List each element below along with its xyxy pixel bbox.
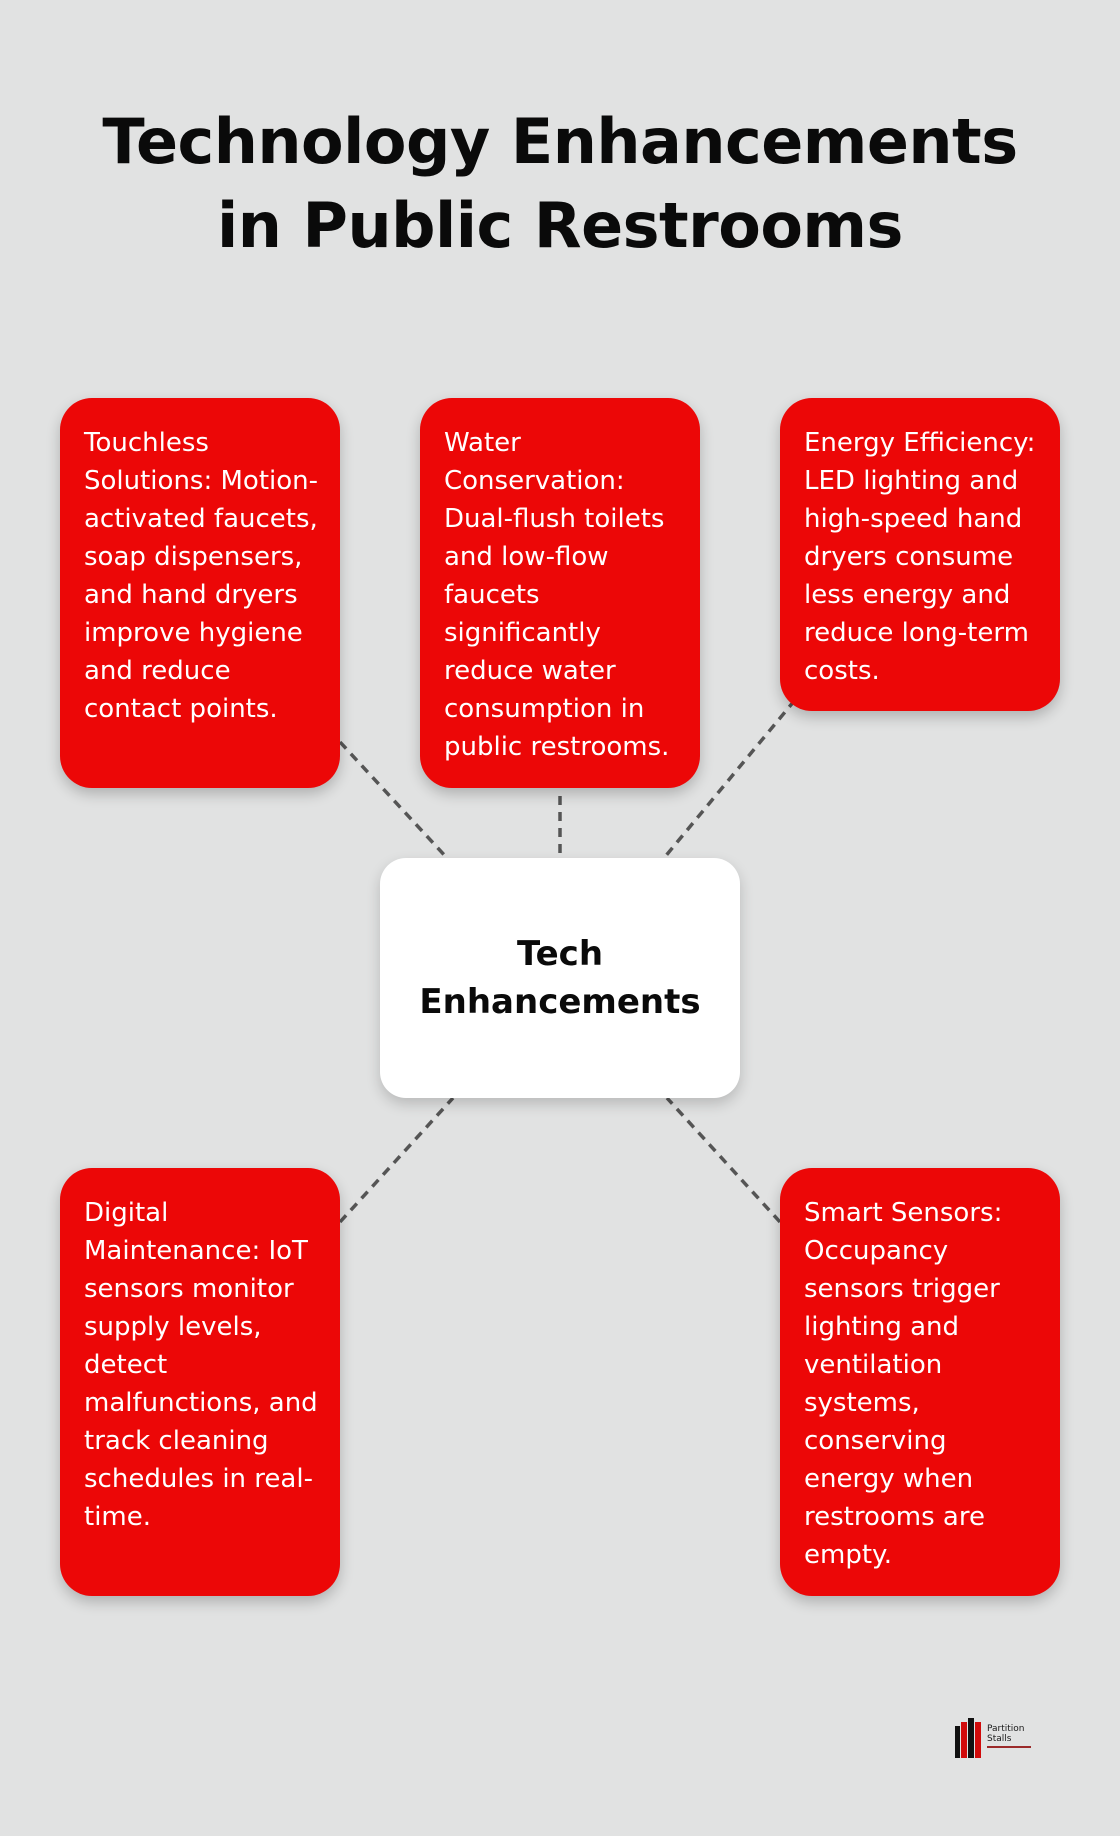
node-text: Energy Efficiency: LED lighting and high-speed hand dryers consume less energy and reduce long-term costs. (804, 428, 1036, 686)
node-text: Smart Sensors: Occupancy sensors trigger lighting and ventilation systems, conserving energy when restrooms are empty. (804, 1198, 1003, 1570)
node-touchless (60, 398, 340, 788)
node-digital-maintenance (60, 1168, 340, 1596)
node-smart-sensors (780, 1168, 1060, 1596)
node-text: Digital Maintenance: IoT sensors monitor supply levels, detect malfunctions, and track cleaning schedules in real-time. (84, 1198, 318, 1532)
center-label: Tech Enhancements (419, 934, 701, 1022)
logo-tagline-mark (987, 1746, 1031, 1748)
node-water-conservation (420, 398, 700, 788)
logo-mark-icon (955, 1718, 983, 1758)
node-text: Touchless Solutions: Motion-activated faucets, soap dispensers, and hand dryers improve hygiene and reduce contact points. (84, 428, 319, 724)
node-energy-efficiency (780, 398, 1060, 711)
center-node (380, 858, 740, 1098)
logo-wordmark: Partition Stalls (987, 1724, 1025, 1744)
page-title: Technology Enhancements in Public Restrooms (102, 105, 1018, 262)
connector-smart (667, 1098, 780, 1222)
brand-logo (955, 1718, 1035, 1758)
connector-digital (340, 1098, 453, 1222)
node-text: Water Conservation: Dual-flush toilets and low-flow faucets significantly reduce water consumption in public restrooms. (444, 428, 670, 762)
